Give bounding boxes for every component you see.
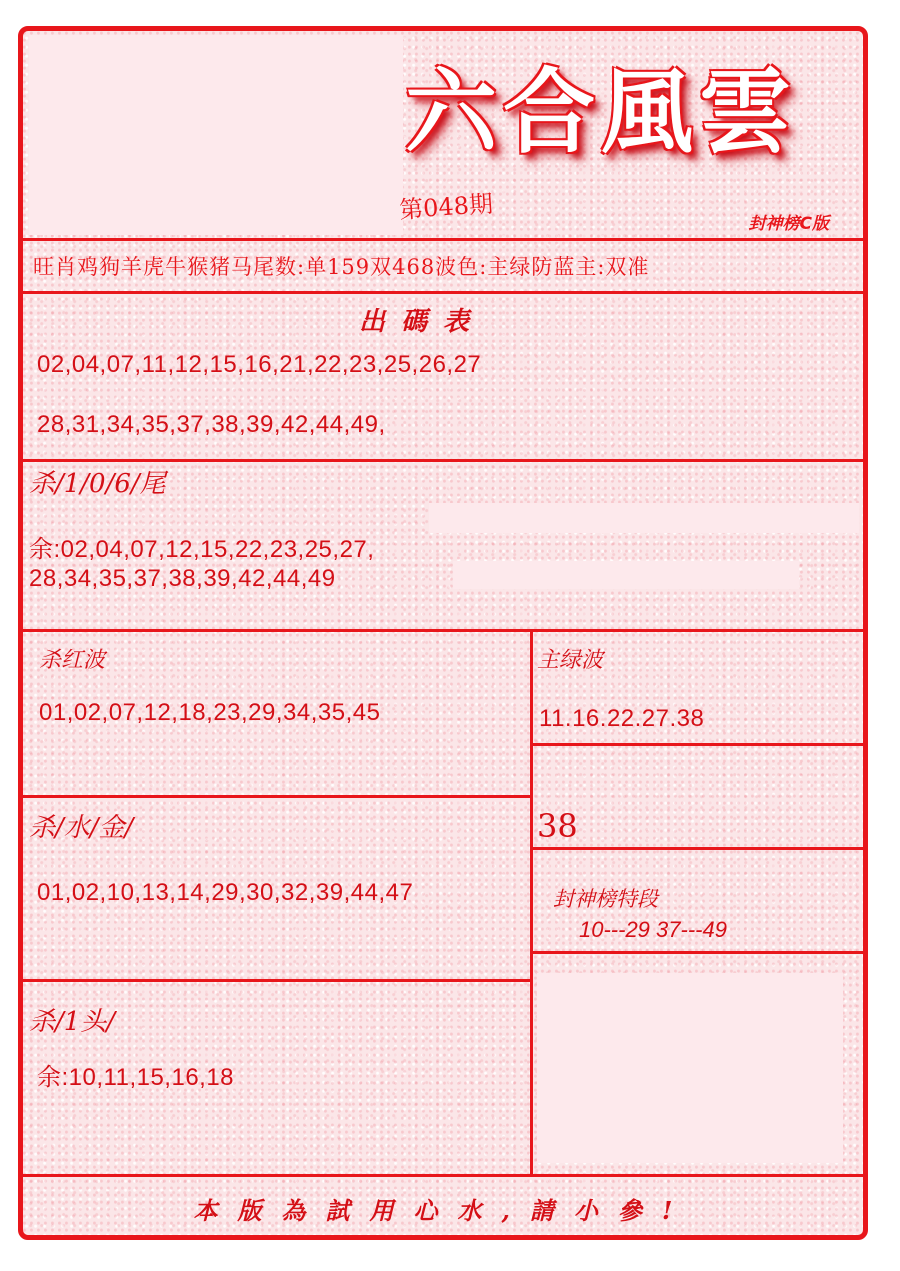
kill-red-label: 杀红波 bbox=[39, 648, 106, 673]
divider bbox=[530, 951, 868, 954]
kill-tail-line-1: 余:02,04,07,12,15,22,23,25,27, bbox=[29, 536, 375, 563]
edition-label: 封神榜C版 bbox=[748, 214, 829, 234]
blank-patch bbox=[453, 561, 799, 589]
main-green-numbers: 11.16.22.27.38 bbox=[539, 705, 705, 732]
fengshen-title: 封神榜特段 bbox=[553, 887, 658, 911]
divider bbox=[23, 238, 863, 241]
kill-red-numbers: 01,02,07,12,18,23,29,34,35,45 bbox=[39, 699, 381, 726]
kill-tail-label: 杀/1/0/6/尾 bbox=[29, 469, 166, 499]
divider bbox=[23, 459, 863, 462]
kill-water-gold-numbers: 01,02,10,13,14,29,30,32,39,44,47 bbox=[37, 879, 414, 906]
kill-head-label: 杀/1头/ bbox=[29, 1007, 116, 1037]
blank-patch bbox=[537, 973, 843, 1163]
footer-note: 本版為試用心水,請小參! bbox=[193, 1196, 693, 1225]
draw-table-line-2: 28,31,34,35,37,38,39,42,44,49, bbox=[37, 411, 386, 438]
divider bbox=[530, 743, 868, 746]
kill-tail-line-2: 28,34,35,37,38,39,42,44,49 bbox=[29, 565, 336, 592]
draw-table-line-1: 02,04,07,11,12,15,16,21,22,23,25,26,27 bbox=[37, 351, 482, 378]
lottery-sheet bbox=[18, 26, 868, 1240]
divider bbox=[23, 629, 863, 632]
divider bbox=[530, 847, 868, 850]
main-green-label: 主绿波 bbox=[537, 648, 604, 673]
blank-patch bbox=[429, 503, 859, 533]
column-divider bbox=[530, 629, 533, 1177]
fengshen-ranges: 10---29 37---49 bbox=[579, 917, 727, 942]
masthead-title: 六合風雲 bbox=[405, 58, 798, 166]
issue-number: 第048期 bbox=[398, 189, 494, 225]
divider bbox=[23, 1174, 863, 1177]
zodiac-summary: 旺肖鸡狗羊虎牛猴猪马尾数:单159双468波色:主绿防蓝主:双准 bbox=[33, 255, 650, 279]
divider bbox=[23, 291, 863, 294]
logo-cover bbox=[29, 35, 403, 235]
draw-table-title: 出碼表 bbox=[359, 307, 486, 337]
divider bbox=[23, 795, 533, 798]
divider bbox=[23, 979, 533, 982]
kill-water-gold-label: 杀/水/金/ bbox=[29, 813, 134, 843]
kill-head-numbers: 余:10,11,15,16,18 bbox=[37, 1064, 235, 1091]
single-pick-number: 38 bbox=[537, 807, 578, 845]
